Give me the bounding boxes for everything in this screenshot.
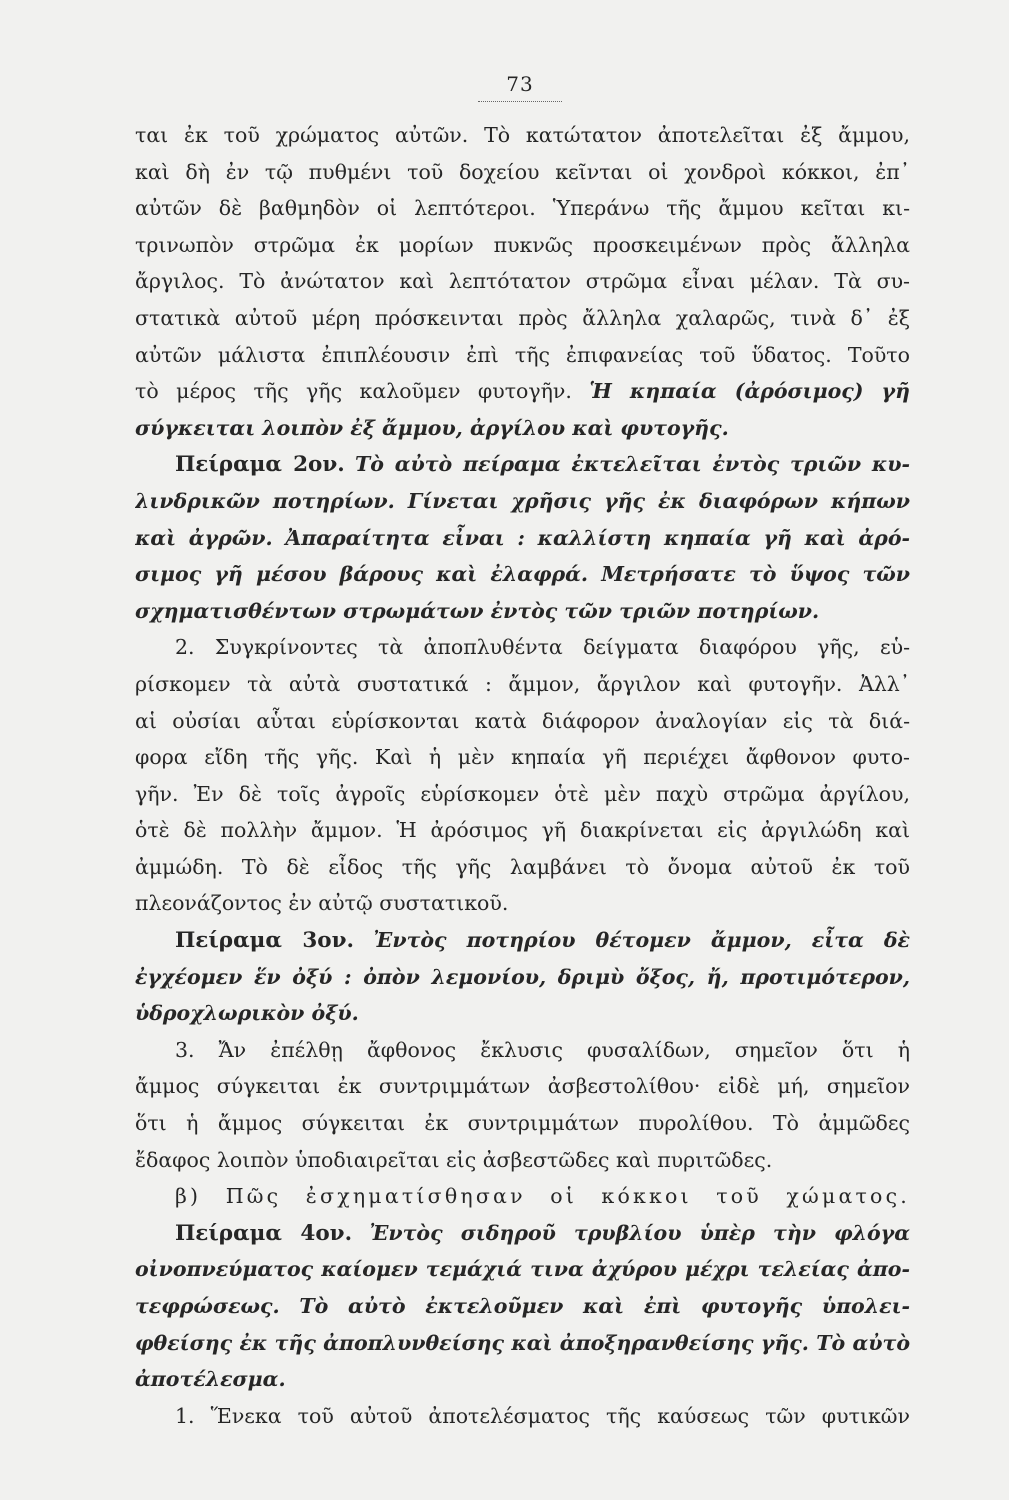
text-line: αὐτῶν μάλιστα ἐπιπλέουσιν ἐπὶ τῆς ἐπιφανείας τοῦ ὕδατος. Τοῦτο <box>135 342 910 367</box>
paragraph-2-line: γῆν. Ἐν δὲ τοῖς ἀγροῖς εὑρίσκομεν ὁτὲ μὲν παχὺ στρῶμα ἀργίλου, <box>135 781 910 806</box>
text-line: ται ἐκ τοῦ χρώματος αὐτῶν. Τὸ κατώτατον ἀποτελεῖται ἐξ ἄμμου, <box>135 123 910 147</box>
experiment-2-line: καὶ ἀγρῶν. Ἀπαραίτητα εἶναι : καλλίστη κηπαία γῆ καὶ ἀρό- <box>135 525 910 550</box>
paragraph-3-line: ἔδαφος λοιπὸν ὑποδιαιρεῖται εἰς ἀσβεστῶδες καὶ πυριτῶδες. <box>135 1147 773 1172</box>
experiment-3-heading: Πείραμα 3ον. <box>175 928 355 954</box>
experiment-2-text: Τὸ αὐτὸ πείραμα ἐκτελεῖται ἐντὸς τριῶν κυ- <box>354 452 910 477</box>
text-body <box>135 117 910 1434</box>
experiment-2-heading: Πείραμα 2ον. <box>175 452 345 478</box>
page-number: 73 <box>506 72 534 96</box>
text-line: καὶ δὴ ἐν τῷ πυθμένι τοῦ δοχείου κεῖνται οἱ χονδροὶ κόκκοι, ἐπ᾽ <box>135 159 910 184</box>
experiment-4-line: φθείσης ἐκ τῆς ἀποπλυνθείσης καὶ ἀποξηρανθείσης γῆς. Τὸ αὐτὸ <box>135 1330 910 1355</box>
text-line: αὐτῶν δὲ βαθμηδὸν οἱ λεπτότεροι. Ὑπεράνω τῆς ἄμμου κεῖται κι- <box>135 196 910 221</box>
text-line: τρινωπὸν στρῶμα ἐκ μορίων πυκνῶς προσκειμένων πρὸς ἄλληλα <box>135 232 910 257</box>
paragraph-2-line: ρίσκομεν τὰ αὐτὰ συστατικά : ἄμμον, ἄργιλον καὶ φυτογῆν. Ἀλλ᾽ <box>135 671 910 696</box>
paragraph-3-line: ὅτι ἡ ἄμμος σύγκειται ἐκ συντριμμάτων πυρολίθου. Τὸ ἀμμῶδες <box>135 1111 910 1136</box>
paragraph-2-line: πλεονάζοντος ἐν αὐτῷ συστατικοῦ. <box>135 891 509 916</box>
experiment-3-line: ἐγχέομεν ἕν ὀξύ : ὀπὸν λεμονίου, δριμὺ ὄξος, ἤ, προτιμότερον, <box>135 964 910 989</box>
experiment-4-line: ἀποτέλεσμα. <box>135 1367 286 1392</box>
section-subheading: β) Πῶς ἐσχηματίσθησαν οἱ κόκκοι τοῦ χώματος. <box>175 1184 910 1209</box>
page-number-underline <box>478 101 562 102</box>
experiment-2-line: σχηματισθέντων στρωμάτων ἐντὸς τῶν τριῶν ποτηρίων. <box>135 598 820 623</box>
experiment-4-text: Ἐντὸς σιδηροῦ τρυβλίου ὑπὲρ τὴν φλόγα <box>369 1220 910 1245</box>
paragraph-2-line: ὁτὲ δὲ πολλὴν ἄμμον. Ἡ ἀρόσιμος γῆ διακρίνεται εἰς ἀργιλώδη καὶ <box>135 818 910 843</box>
text-line: στατικὰ αὐτοῦ μέρη πρόσκεινται πρὸς ἄλληλα χαλαρῶς, τινὰ δ᾽ ἐξ <box>135 305 910 330</box>
paragraph-2-line: 2. Συγκρίνοντες τὰ ἀποπλυθέντα δείγματα διαφόρου γῆς, εὑ- <box>175 635 910 660</box>
experiment-2-line: λινδρικῶν ποτηρίων. Γίνεται χρῆσις γῆς ἐκ διαφόρων κήπων <box>135 488 910 513</box>
experiment-3-line: ὑδροχλωρικὸν ὀξύ. <box>135 1001 359 1026</box>
experiment-3-line <box>135 922 910 959</box>
italic-text: Ἡ κηπαία (ἀρόσιμος) γῆ <box>589 379 910 404</box>
experiment-4-line: οἰνοπνεύματος καίομεν τεμάχιά τινα ἀχύρου μέχρι τελείας ἀπο- <box>135 1257 910 1282</box>
experiment-2-line <box>135 446 910 483</box>
experiment-4-heading: Πείραμα 4ον. <box>175 1220 353 1246</box>
paragraph-4-line: 1. Ἕνεκα τοῦ αὐτοῦ ἀποτελέσματος τῆς καύσεως τῶν φυτικῶν <box>175 1403 910 1428</box>
paragraph-3-line: ἄμμος σύγκειται ἐκ συντριμμάτων ἀσβεστολίθου· εἰδὲ μή, σημεῖον <box>135 1074 910 1099</box>
text-line <box>135 373 910 410</box>
paragraph-3-line: 3. Ἄν ἐπέλθῃ ἄφθονος ἔκλυσις φυσαλίδων, σημεῖον ὅτι ἡ <box>175 1037 910 1062</box>
experiment-4-line <box>135 1215 910 1252</box>
paragraph-2-line: φορα εἴδη τῆς γῆς. Καὶ ἡ μὲν κηπαία γῆ περιέχει ἄφθονον φυτο- <box>135 745 910 770</box>
paragraph-2-line: αἱ οὐσίαι αὗται εὑρίσκονται κατὰ διάφορον ἀναλογίαν εἰς τὰ διά- <box>135 708 910 733</box>
text-line: ἄργιλος. Τὸ ἀνώτατον καὶ λεπτότατον στρῶμα εἶναι μέλαν. Τὰ συ- <box>135 269 910 294</box>
experiment-2-line: σιμος γῆ μέσου βάρους καὶ ἐλαφρά. Μετρήσατε τὸ ὕψος τῶν <box>135 562 910 587</box>
plain-text: τὸ μέρος τῆς γῆς καλοῦμεν φυτογῆν. <box>135 379 572 404</box>
experiment-3-text: Ἐντὸς ποτηρίου θέτομεν ἄμμον, εἶτα δὲ <box>373 928 910 953</box>
text-line: σύγκειται λοιπὸν ἐξ ἄμμου, ἀργίλου καὶ φυτογῆς. <box>135 415 729 440</box>
experiment-4-line: τεφρώσεως. Τὸ αὐτὸ ἐκτελοῦμεν καὶ ἐπὶ φυτογῆς ὑπολει- <box>135 1294 910 1318</box>
paragraph-2-line: ἀμμώδη. Τὸ δὲ εἶδος τῆς γῆς λαμβάνει τὸ ὄνομα αὐτοῦ ἐκ τοῦ <box>135 854 910 879</box>
